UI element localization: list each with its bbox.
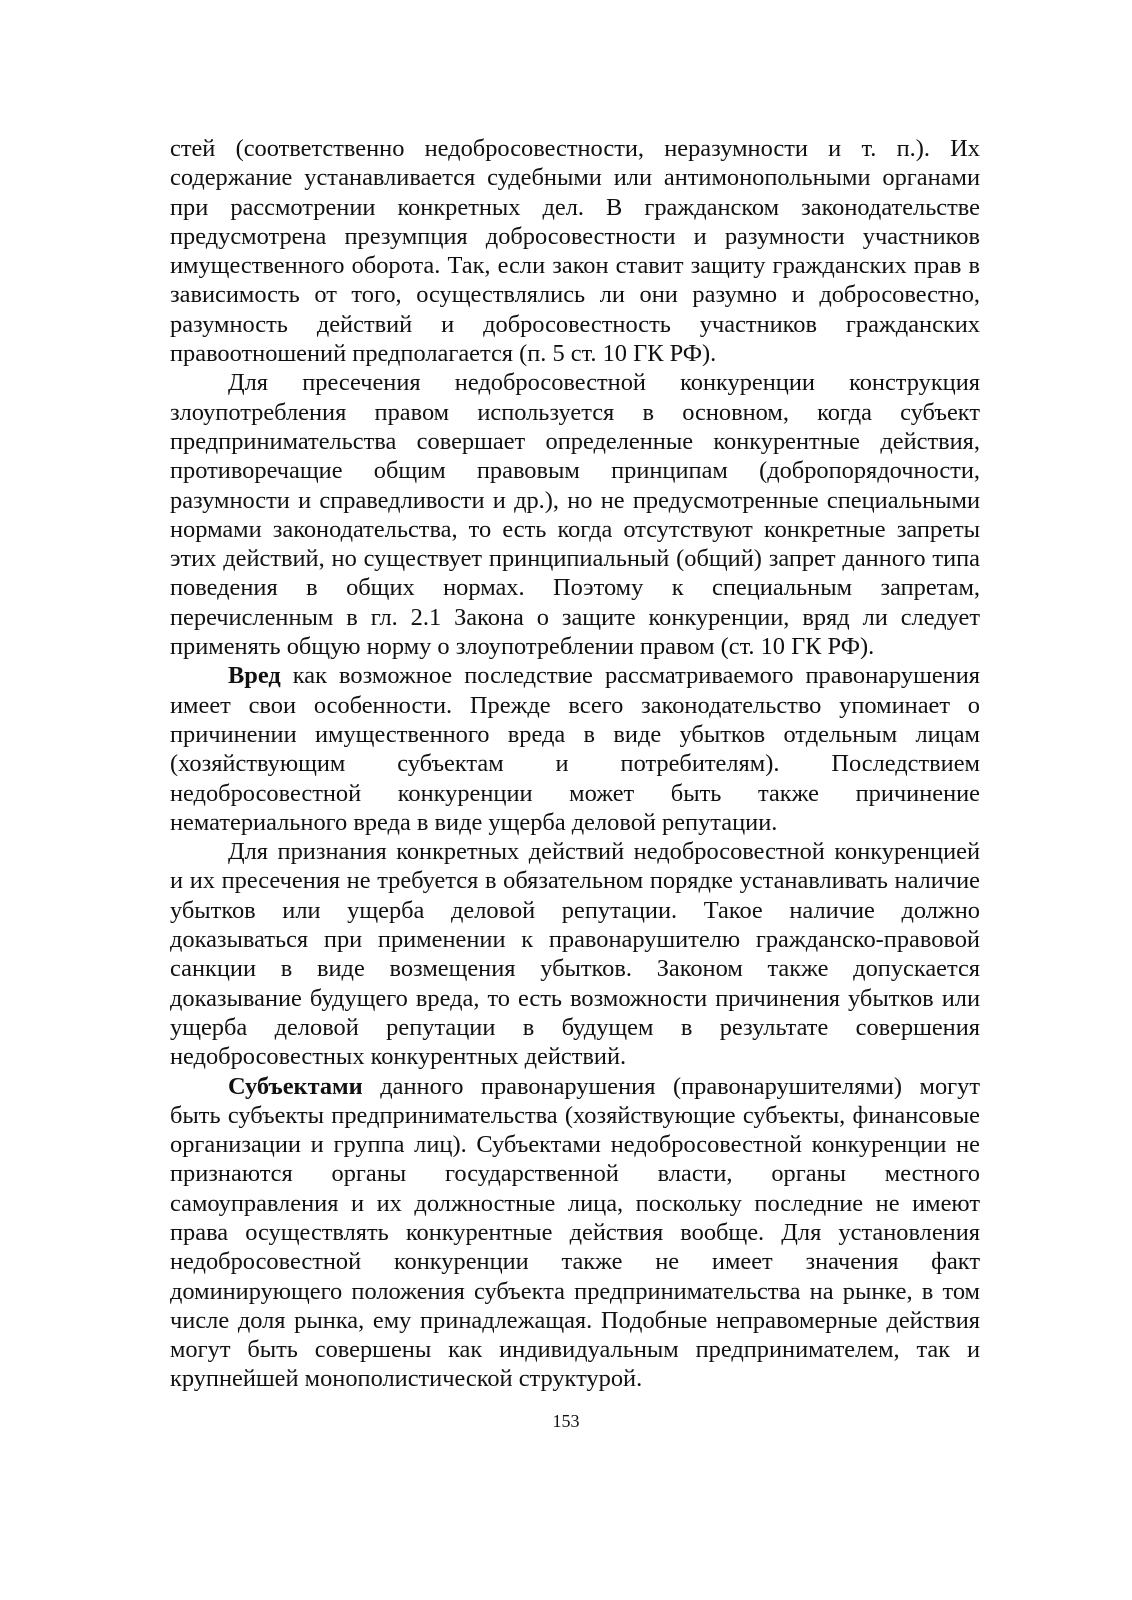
term-harm: Вред xyxy=(228,662,281,690)
paragraph-1 xyxy=(170,134,980,368)
page-body xyxy=(170,134,980,1394)
paragraph-2-text: Для пресечения недобросовестной конкуренции конструкция злоупотребления правом используется в основном, когда субъект предпринимательства совершает определенные конкурентные действия, противоречащие общим правовым принципам (добропорядочности, разумности и справедливости и др.), но не предусмотренные специальными нормами законодательства, то есть когда отсутствуют конкретные запреты этих действий, но существует принципиальный (общий) запрет данного типа поведения в общих нормах. Поэтому к специальным запретам, перечисленным в гл. 2.1 Закона о защите конкуренции, вряд ли следует применять общую норму о злоупотреблении правом (ст. 10 ГК РФ). xyxy=(170,369,980,661)
paragraph-5-text: данного правонарушения (правонарушителями) могут быть субъекты предпринимательства (хозяйствующие субъекты, финансовые организации и группа лиц). Субъектами недобросовестной конкуренции не признаются органы государственной власти, органы местного самоуправления и их должностные лица, поскольку последние не имеют права осуществлять конкурентные действия вообще. Для установления недобросовестной конкуренции также не имеет значения факт доминирующего положения субъекта предпринимательства на рынке, в том числе доля рынка, ему принадлежащая. Подобные неправомерные действия могут быть совершены как индивидуальным предпринимателем, так и крупнейшей монополистической структурой. xyxy=(170,1072,980,1393)
paragraph-3-text: как возможное последствие рассматриваемого правонарушения имеет свои особенности. Прежде всего законодательство упоминает о причинении имущественного вреда в виде убытков отдельным лицам (хозяйствующим субъектам и потребителям). Последствием недобросовестной конкуренции может быть также причинение нематериального вреда в виде ущерба деловой репутации. xyxy=(170,662,980,836)
paragraph-1-text: стей (соответственно недобросовестности, неразумности и т. п.). Их содержание устанавливается судебными или антимонопольными органами при рассмотрении конкретных дел. В гражданском законодательстве предусмотрена презумпция добросовестности и разумности участников имущественного оборота. Так, если закон ставит защиту гражданских прав в зависимость от того, осуществлялись ли они разумно и добросовестно, разумность действий и добросовестность участников гражданских правоотношений предполагается (п. 5 ст. 10 ГК РФ). xyxy=(170,135,980,368)
paragraph-2 xyxy=(170,368,980,661)
paragraph-4 xyxy=(170,837,980,1071)
paragraph-3 xyxy=(170,661,980,837)
paragraph-4-text: Для признания конкретных действий недобросовестной конкуренцией и их пресечения не требуется в обязательном порядке устанавливать наличие убытков или ущерба деловой репутации. Такое наличие должно доказываться при применении к правонарушителю гражданско-правовой санкции в виде возмещения убытков. Законом также допускается доказывание будущего вреда, то есть возможности причинения убытков или ущерба деловой репутации в будущем в результате совершения недобросовестных конкурентных действий. xyxy=(170,838,980,1071)
term-subjects: Субъектами xyxy=(228,1072,363,1100)
page-number: 153 xyxy=(552,1411,580,1431)
paragraph-5 xyxy=(170,1072,980,1394)
